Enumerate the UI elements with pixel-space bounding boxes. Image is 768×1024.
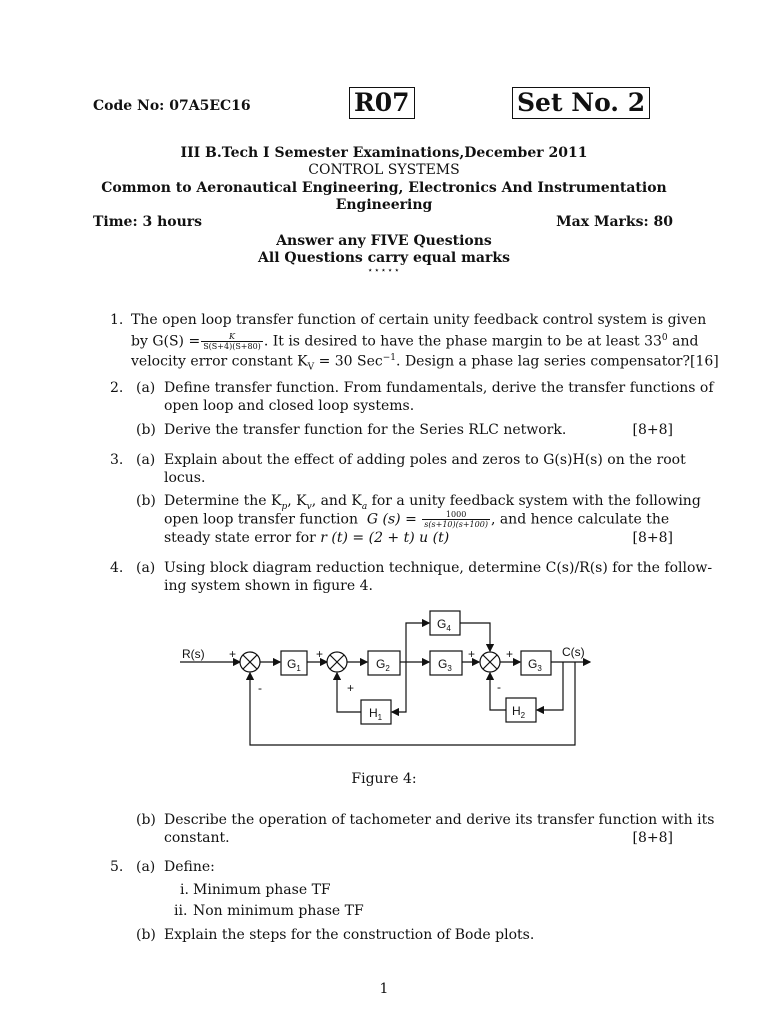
q3b-line-3: steady state error for r (t) = (2 + t) u (t)	[164, 530, 450, 546]
block-diagram	[170, 600, 600, 760]
q4b-line-2: constant.	[164, 830, 230, 846]
common-line-2: Engineering	[335, 197, 433, 213]
part-label: (a)	[136, 859, 156, 875]
sign-plus-3: +	[347, 681, 355, 695]
sign-minus-1: -	[258, 681, 262, 695]
set-number-box: Set No. 2	[512, 87, 650, 119]
g4-label: $G_4$	[437, 617, 451, 633]
g3-output-label: $G_3$	[528, 657, 542, 673]
q5b-line-1: Explain the steps for the construction of Bode plots.	[164, 927, 535, 943]
sign-plus-1: +	[229, 647, 237, 661]
g2-label: $G_2$	[376, 657, 390, 673]
h1-label: $H_1$	[369, 706, 383, 722]
sign-minus-2: -	[497, 680, 501, 694]
part-label: (a)	[136, 560, 156, 576]
summing-junction-1	[240, 652, 260, 672]
instruction-2: All Questions carry equal marks	[258, 250, 510, 266]
sub-item-label: i.	[180, 882, 189, 898]
q4a-line-1: Using block diagram reduction technique, determine C(s)/R(s) for the follow-	[164, 560, 713, 576]
sub-item-label: ii.	[174, 903, 188, 919]
sign-plus-4: +	[468, 647, 476, 661]
marks-label: [8+8]	[632, 830, 673, 846]
sign-plus-2: +	[316, 647, 324, 661]
time-allowed: Time: 3 hours	[93, 214, 203, 230]
q2a-line-1: Define transfer function. From fundamentals, derive the transfer functions of	[164, 380, 714, 396]
q1-line-3: velocity error constant $K_V = 30$ Sec$^{-1}$. Design a phase lag series compensator?[16]	[131, 353, 719, 373]
separator-stars: ⋆⋆⋆⋆⋆	[367, 266, 401, 276]
q5a-item-ii: Non minimum phase TF	[193, 903, 364, 919]
h2-label: $H_2$	[512, 704, 526, 720]
max-marks: Max Marks: 80	[556, 214, 673, 230]
instruction-1: Answer any FIVE Questions	[276, 233, 492, 249]
part-label: (b)	[136, 927, 156, 943]
question-number: 4.	[110, 560, 124, 576]
sign-plus-5: +	[506, 647, 514, 661]
question-number: 5.	[110, 859, 124, 875]
figure-caption: Figure 4:	[351, 771, 417, 787]
part-label: (b)	[136, 493, 156, 509]
part-label: (b)	[136, 812, 156, 828]
summing-junction-2	[327, 652, 347, 672]
q2b-line-1: Derive the transfer function for the Series RLC network.	[164, 422, 567, 438]
exam-title: III B.Tech I Semester Examinations,December 2011	[180, 145, 588, 161]
subject-title: CONTROL SYSTEMS	[308, 162, 460, 178]
q3a-line-2: locus.	[164, 470, 206, 486]
q1-line-2: by G(S) = $\frac{K}{S(S+4)(S+80)}$ . It is desired to have the phase margin to be at least $33^0$ and	[131, 332, 699, 352]
q5a-line-1: Define:	[164, 859, 215, 875]
q3b-line-2: open loop transfer function G (s) = $\frac{1000}{s(s+10)(s+100)}$ , and hence calculate the	[164, 510, 670, 529]
q3b-line-1: Determine the $K_p$, $K_v$, and $K_a$ for a unity feedback system with the following	[164, 493, 701, 512]
page-number: 1	[379, 981, 389, 997]
regulation-box: R07	[349, 87, 415, 119]
q3a-line-1: Explain about the effect of adding poles and zeros to G(s)H(s) on the root	[164, 452, 686, 468]
common-line-1: Common to Aeronautical Engineering, Electronics And Instrumentation	[101, 180, 667, 196]
part-label: (b)	[136, 422, 156, 438]
question-number: 1.	[110, 312, 124, 328]
summing-junction-3	[480, 652, 500, 672]
g1-label: $G_1$	[287, 657, 301, 673]
input-label: R(s)	[182, 647, 205, 661]
part-label: (a)	[136, 452, 156, 468]
q4b-line-1: Describe the operation of tachometer and derive its transfer function with its	[164, 812, 715, 828]
q1-line-1: The open loop transfer function of certain unity feedback control system is given	[131, 312, 707, 328]
part-label: (a)	[136, 380, 156, 396]
q2a-line-2: open loop and closed loop systems.	[164, 398, 415, 414]
marks-label: [8+8]	[632, 530, 673, 546]
code-number: Code No: 07A5EC16	[93, 98, 251, 114]
g3-label: $G_3$	[438, 657, 452, 673]
transfer-function-fraction: $\frac{1000}{s(s+10)(s+100)}$	[424, 510, 488, 529]
transfer-function-fraction: $\frac{K}{S(S+4)(S+80)}$	[203, 332, 261, 352]
question-number: 3.	[110, 452, 124, 468]
question-number: 2.	[110, 380, 124, 396]
output-label: C(s)	[562, 645, 585, 659]
q4a-line-2: ing system shown in figure 4.	[164, 578, 373, 594]
q5a-item-i: Minimum phase TF	[193, 882, 331, 898]
marks-label: [8+8]	[632, 422, 673, 438]
